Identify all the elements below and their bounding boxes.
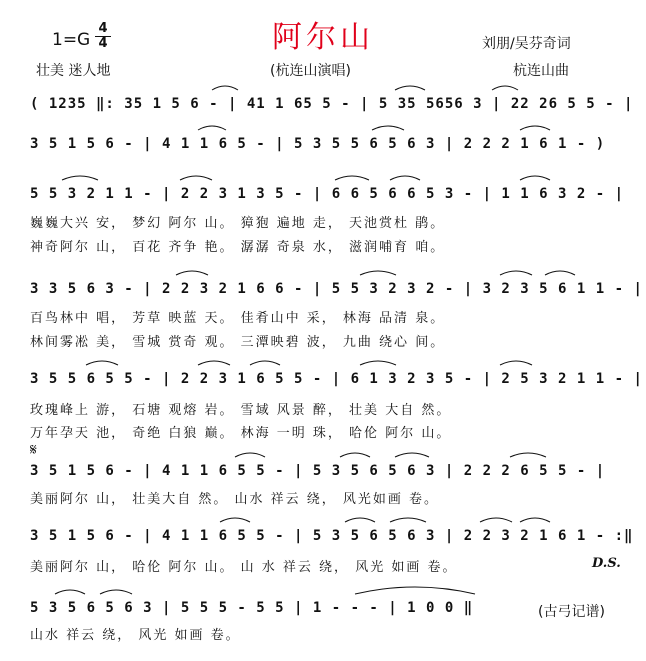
lyric-line-5-verse-1: 玫瑰峰上 游， 石塘 观熔 岩。 雪域 风景 醉， 壮美 大自 然。 <box>30 403 452 418</box>
slur <box>390 518 426 522</box>
slur <box>520 176 550 180</box>
lyric-line-5-verse-2: 万年孕天 池， 奇绝 白狼 巅。 林海 一明 珠， 哈伦 阿尔 山。 <box>30 426 452 441</box>
lyric-line-4-verse-1: 百鸟林中 唱， 芳草 映蓝 天。 佳肴山中 采， 林海 品清 泉。 <box>30 311 446 326</box>
slur <box>235 453 265 457</box>
slur <box>86 361 118 365</box>
score-line-7: 3 5 1 5 6 - | 4 1 1 6 5 5 - | 5 3 5 6 5 6 3 | 2 2 3 2 1 6 1 - :‖ <box>30 528 634 544</box>
slur <box>180 176 212 180</box>
slur <box>500 271 532 275</box>
score-line-6: 3 5 1 5 6 - | 4 1 1 6 5 5 - | 5 3 5 6 5 6 3 | 2 2 2 6 5 5 - | <box>30 463 606 479</box>
time-signature-bottom: 4 <box>98 36 108 51</box>
score-line-8: 5 3 5 6 5 6 3 | 5 5 5 - 5 5 | 1 - - - | 1 0 0 ‖ <box>30 600 474 616</box>
slur <box>100 590 132 594</box>
slur <box>510 453 546 457</box>
time-signature-top: 4 <box>98 21 108 36</box>
dal-segno-mark: D.S. <box>592 556 621 571</box>
slur <box>395 453 429 457</box>
slur <box>520 518 550 522</box>
slur <box>545 271 575 275</box>
score-line-1: ( 1235 ‖: 35 1 5 6 - | 41 1 65 5 - | 5 35 5656 3 | 22 26 5 5 - | <box>30 96 634 112</box>
slur <box>340 453 370 457</box>
song-title: 阿尔山 <box>272 20 374 55</box>
slur <box>335 176 369 180</box>
lyric-line-7: 美丽阿尔 山， 哈伦 阿尔 山。 山 水 祥云 绕， 风光 如画 卷。 <box>30 560 458 575</box>
lyric-line-8: 山水 祥云 绕， 风光 如画 卷。 <box>30 628 241 643</box>
score-line-2: 3 5 1 5 6 - | 4 1 1 6 5 - | 5 3 5 5 6 5 6 3 | 2 2 2 1 6 1 - ) <box>30 136 606 152</box>
composer: 杭连山曲 <box>513 63 569 79</box>
slur <box>345 518 375 522</box>
slur <box>395 86 425 90</box>
slur <box>372 126 404 130</box>
lyric-line-6: 美丽阿尔 山， 壮美大自 然。 山水 祥云 绕， 风光如画 卷。 <box>30 492 440 507</box>
notation-source: (古弓记谱) <box>538 604 605 620</box>
score-line-4: 3 3 5 6 3 - | 2 2 3 2 1 6 6 - | 5 5 3 2 3 2 - | 3 2 3 5 6 1 1 - | <box>30 281 643 297</box>
slur <box>176 271 208 275</box>
slur <box>198 361 230 365</box>
slur <box>480 518 512 522</box>
segno-sign: 𝄋 <box>30 440 37 459</box>
slur <box>500 361 532 365</box>
slur <box>198 126 226 130</box>
score-line-5: 3 5 5 6 5 5 - | 2 2 3 1 6 5 5 - | 6 1 3 2 3 5 - | 2 5 3 2 1 1 - | <box>30 371 643 387</box>
slur <box>220 518 250 522</box>
tempo-mood: 壮美 迷人地 <box>36 63 111 79</box>
lyric-line-4-verse-2: 林间雾凇 美， 雪城 赏奇 观。 三潭映碧 波， 九曲 绕心 间。 <box>30 335 446 350</box>
key-signature: 1=G <box>52 30 91 50</box>
lyricist: 刘朋/吴芬奇词 <box>482 36 571 52</box>
slur <box>62 176 98 180</box>
slur <box>360 361 396 365</box>
time-signature <box>95 23 111 50</box>
slur <box>212 86 238 90</box>
singer-note: (杭连山演唱) <box>270 63 351 79</box>
slur <box>520 126 550 130</box>
slur <box>390 176 420 180</box>
slur <box>492 86 518 90</box>
slur <box>355 587 475 594</box>
score-line-3: 5 5 3 2 1 1 - | 2 2 3 1 3 5 - | 6 6 5 6 6 5 3 - | 1 1 6 3 2 - | <box>30 186 625 202</box>
lyric-line-3-verse-1: 巍巍大兴 安， 梦幻 阿尔 山。 獐狍 遍地 走， 天池赏杜 鹃。 <box>30 216 446 231</box>
slur <box>250 361 280 365</box>
lyric-line-3-verse-2: 神奇阿尔 山， 百花 齐争 艳。 潺潺 奇泉 水， 滋润哺育 咱。 <box>30 240 446 255</box>
slur <box>55 590 85 594</box>
slur <box>360 271 396 275</box>
